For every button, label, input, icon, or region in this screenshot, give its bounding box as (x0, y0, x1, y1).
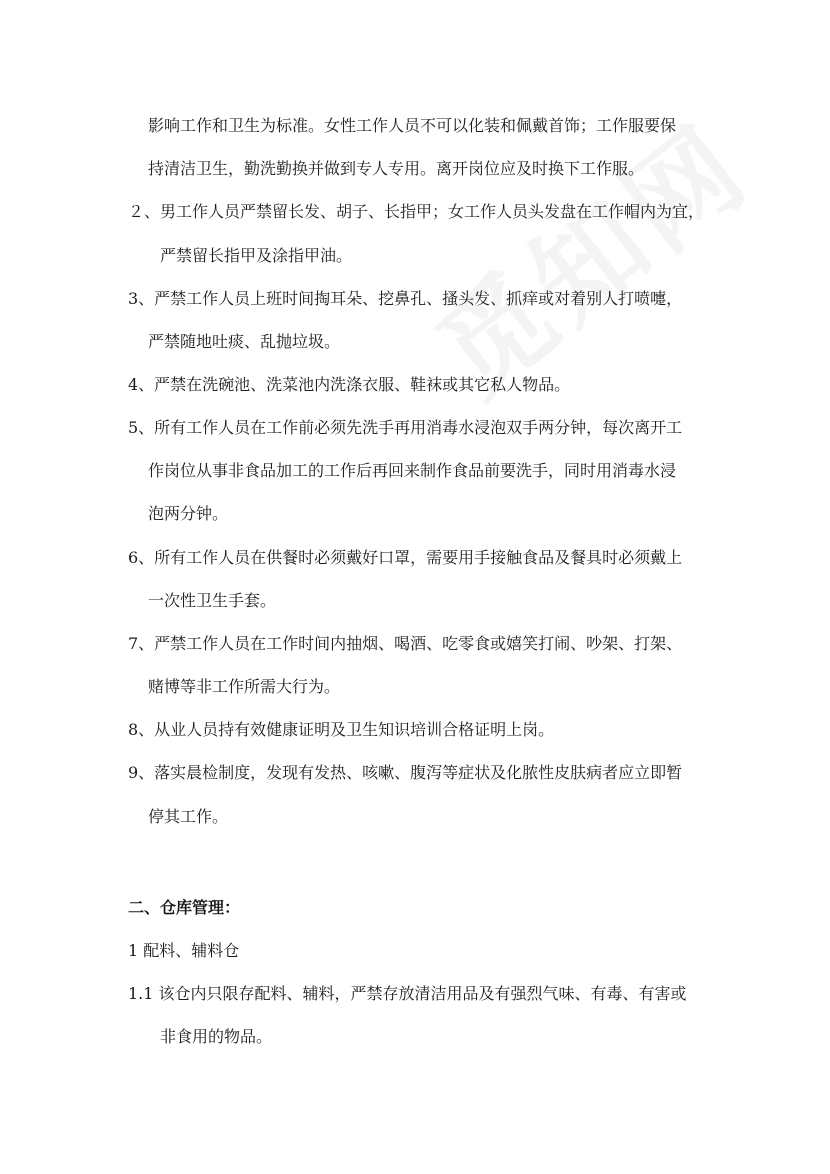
list-item-3-continuation: 严禁随地吐痰、乱抛垃圾。 (148, 332, 341, 351)
list-item-4: 4、严禁在洗碗池、洗菜池内洗涤衣服、鞋袜或其它私人物品。 (128, 375, 571, 394)
list-item-5-continuation: 作岗位从事非食品加工的工作后再回来制作食品前要洗手，同时用消毒水浸 (148, 461, 677, 480)
list-item-7-continuation: 赌博等非工作所需大行为。 (148, 677, 341, 696)
list-item-3: 3、严禁工作人员上班时间掏耳朵、挖鼻孔、搔头发、抓痒或对着别人打喷嚏， (128, 289, 683, 308)
list-item-5: 5、所有工作人员在工作前必须先洗手再用消毒水浸泡双手两分钟，每次离开工 (128, 418, 683, 437)
list-item-6: 6、所有工作人员在供餐时必须戴好口罩，需要用手接触食品及餐具时必须戴上 (128, 548, 683, 567)
list-item-9: 9、落实晨检制度，发现有发热、咳嗽、腹泻等症状及化脓性皮肤病者应立即暂 (128, 763, 683, 782)
paragraph-line: 影响工作和卫生为标准。女性工作人员不可以化装和佩戴首饰；工作服要保 (148, 116, 677, 135)
clause-1-1-continuation: 非食用的物品。 (160, 1027, 273, 1046)
list-item-5-continuation: 泡两分钟。 (148, 504, 229, 523)
list-item-2-continuation: 严禁留长指甲及涂指甲油。 (160, 246, 353, 265)
list-item-9-continuation: 停其工作。 (148, 807, 229, 826)
list-item-2: ２、男工作人员严禁留长发、胡子、长指甲；女工作人员头发盘在工作帽内为宜， (128, 202, 705, 221)
list-item-8: 8、从业人员持有效健康证明及卫生知识培训合格证明上岗。 (128, 720, 555, 739)
section-heading: 二、仓库管理： (128, 898, 241, 917)
clause-1-1: 1.1 该仓内只限存配料、辅料，严禁存放清洁用品及有强烈气味、有毒、有害或 (128, 984, 687, 1003)
list-item-7: 7、严禁工作人员在工作时间内抽烟、喝酒、吃零食或嬉笑打闹、吵架、打架、 (128, 634, 683, 653)
list-item-6-continuation: 一次性卫生手套。 (148, 591, 277, 610)
paragraph-line: 持清洁卫生，勤洗勤换并做到专人专用。离开岗位应及时换下工作服。 (148, 159, 645, 178)
subsection-heading: 1 配料、辅料仓 (128, 941, 240, 960)
